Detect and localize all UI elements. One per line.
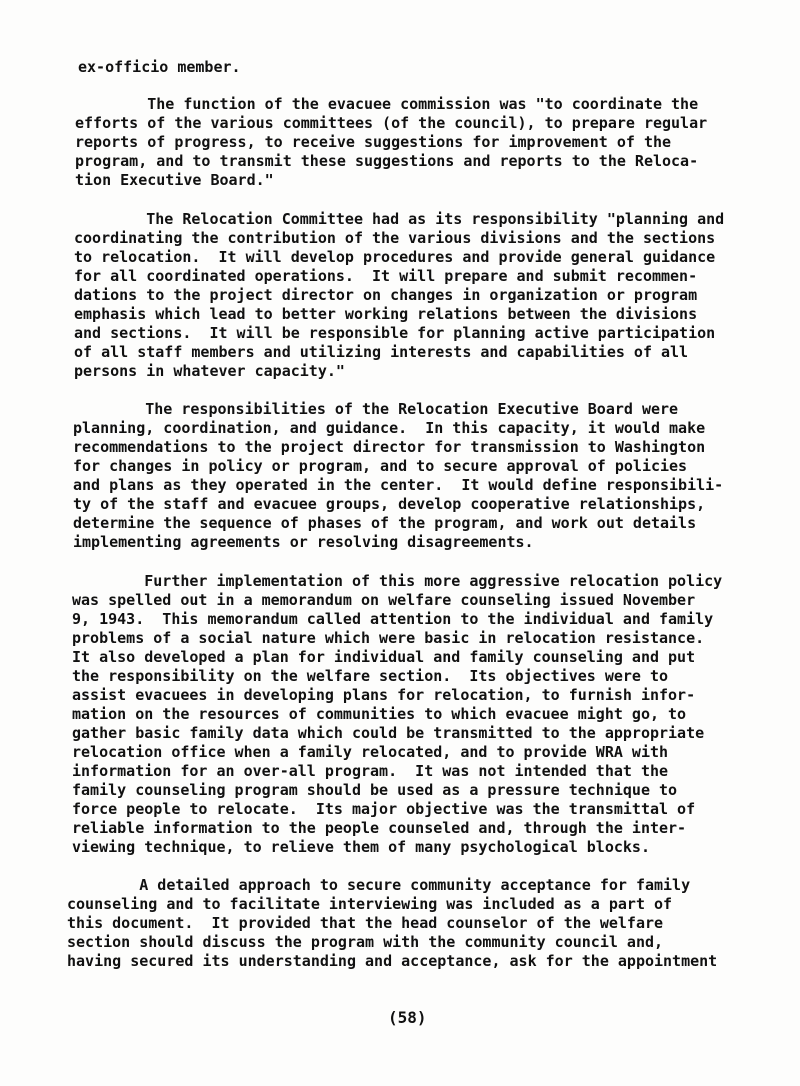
text-line: viewing technique, to relieve them of many psychological blocks. xyxy=(72,838,650,856)
text-line: the responsibility on the welfare section. Its objectives were to xyxy=(72,667,669,685)
text-line: for all coordinated operations. It will prepare and submit recommen- xyxy=(74,267,698,285)
text-line: gather basic family data which could be transmitted to the appropriate xyxy=(72,724,705,742)
text-line: and plans as they operated in the center. It would define responsibili- xyxy=(73,476,724,494)
text-line: relocation office when a family relocated, and to provide WRA with xyxy=(72,743,669,761)
text-line: It also developed a plan for individual and family counseling and put xyxy=(72,648,696,666)
page-number: (58) xyxy=(388,1008,427,1027)
text-line: The function of the evacuee commission was "to coordinate the xyxy=(75,95,699,113)
text-line: 9, 1943. This memorandum called attention to the individual and family xyxy=(72,610,714,628)
text-line: determine the sequence of phases of the program, and work out details xyxy=(73,514,697,532)
text-line: force people to relocate. Its major objective was the transmittal of xyxy=(72,800,696,818)
text-line: assist evacuees in developing plans for relocation, to furnish infor- xyxy=(72,686,696,704)
text-line: dations to the project director on changes in organization or program xyxy=(74,286,698,304)
text-line: mation on the resources of communities to which evacuee might go, to xyxy=(72,705,687,723)
text-line: recommendations to the project director for transmission to Washington xyxy=(73,438,706,456)
text-line: tion Executive Board." xyxy=(75,171,274,189)
text-line: having secured its understanding and acceptance, ask for the appointment xyxy=(67,952,718,970)
text-line: The responsibilities of the Relocation Executive Board were xyxy=(73,400,679,418)
text-line: this document. It provided that the head counselor of the welfare xyxy=(67,914,664,932)
text-line: ty of the staff and evacuee groups, develop cooperative relationships, xyxy=(73,495,706,513)
text-line: emphasis which lead to better working relations between the divisions xyxy=(74,305,698,323)
text-line: Further implementation of this more aggressive relocation policy xyxy=(72,572,723,590)
text-line: section should discuss the program with the community council and, xyxy=(67,933,664,951)
text-line: ex-officio member. xyxy=(78,58,241,76)
text-line: problems of a social nature which were basic in relocation resistance. xyxy=(72,629,705,647)
text-line: family counseling program should be used as a pressure technique to xyxy=(72,781,678,799)
text-line: of all staff members and utilizing interests and capabilities of all xyxy=(74,343,689,361)
text-line: reliable information to the people counseled and, through the inter- xyxy=(72,819,687,837)
text-line: for changes in policy or program, and to secure approval of policies xyxy=(73,457,688,475)
text-line: information for an over-all program. It was not intended that the xyxy=(72,762,669,780)
text-line: program, and to transmit these suggestions and reports to the Reloca- xyxy=(75,152,699,170)
text-line: coordinating the contribution of the various divisions and the sections xyxy=(74,229,716,247)
text-line: efforts of the various committees (of the council), to prepare regular xyxy=(75,114,708,132)
text-line: implementing agreements or resolving disagreements. xyxy=(73,533,534,551)
text-line: A detailed approach to secure community acceptance for family xyxy=(67,876,691,894)
text-line: and sections. It will be responsible for planning active participation xyxy=(74,324,716,342)
text-line: planning, coordination, and guidance. In this capacity, it would make xyxy=(73,419,706,437)
text-line: persons in whatever capacity." xyxy=(74,362,345,380)
text-line: was spelled out in a memorandum on welfare counseling issued November xyxy=(72,591,696,609)
text-line: The Relocation Committee had as its responsibility "planning and xyxy=(74,210,725,228)
text-line: reports of progress, to receive suggestions for improvement of the xyxy=(75,133,672,151)
text-line: to relocation. It will develop procedures and provide general guidance xyxy=(74,248,716,266)
text-line: counseling and to facilitate interviewing was included as a part of xyxy=(67,895,673,913)
